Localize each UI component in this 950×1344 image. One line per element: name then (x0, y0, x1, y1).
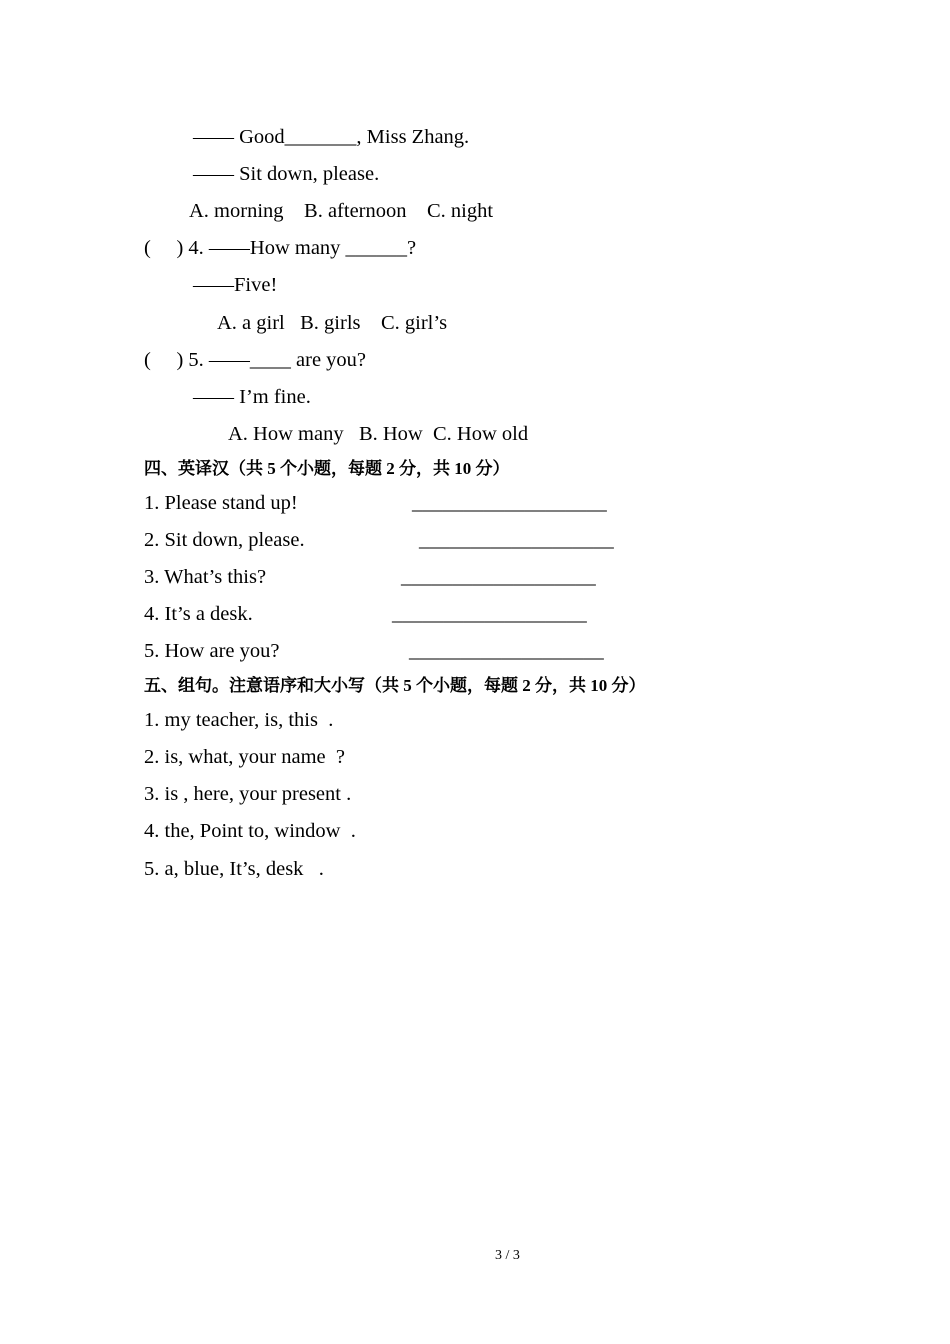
answer-blank[interactable]: ___________________ (401, 566, 596, 588)
section4-title: 四、英译汉（共 5 个小题，每题 2 分，共 10 分） (144, 459, 510, 478)
page-number: 3 / 3 (495, 1248, 520, 1263)
section5-item: 5. a, blue, It’s, desk . (144, 858, 324, 880)
section4-item: 5. How are you? (144, 640, 280, 662)
section5-title: 五、组句。注意语序和大小写（共 5 个小题，每题 2 分，共 10 分） (144, 676, 646, 695)
section5-item: 1. my teacher, is, this . (144, 709, 334, 731)
section5-item: 4. the, Point to, window . (144, 820, 356, 842)
q4-question: ( ) 4. ——How many ______? (144, 237, 417, 259)
answer-blank[interactable]: ___________________ (412, 492, 607, 514)
answer-blank[interactable]: ___________________ (419, 529, 614, 551)
q3-options: A. morning B. afternoon C. night (189, 200, 494, 222)
section5-item: 3. is , here, your present . (144, 783, 352, 805)
q5-options: A. How many B. How C. How old (228, 423, 529, 445)
section4-item: 2. Sit down, please. (144, 529, 305, 551)
q3-line-2: —— Sit down, please. (193, 163, 380, 185)
answer-blank[interactable]: ___________________ (409, 640, 604, 662)
q4-options: A. a girl B. girls C. girl’s (217, 312, 448, 334)
q5-answer: —— I’m fine. (193, 386, 311, 408)
section4-item: 1. Please stand up! (144, 492, 298, 514)
section4-item: 3. What’s this? (144, 566, 267, 588)
section4-item: 4. It’s a desk. (144, 603, 253, 625)
q3-line-1: —— Good_______, Miss Zhang. (193, 126, 470, 148)
q5-question: ( ) 5. ——____ are you? (144, 349, 367, 371)
q4-answer: ——Five! (193, 274, 278, 296)
answer-blank[interactable]: ___________________ (392, 603, 587, 625)
section5-item: 2. is, what, your name ? (144, 746, 345, 768)
